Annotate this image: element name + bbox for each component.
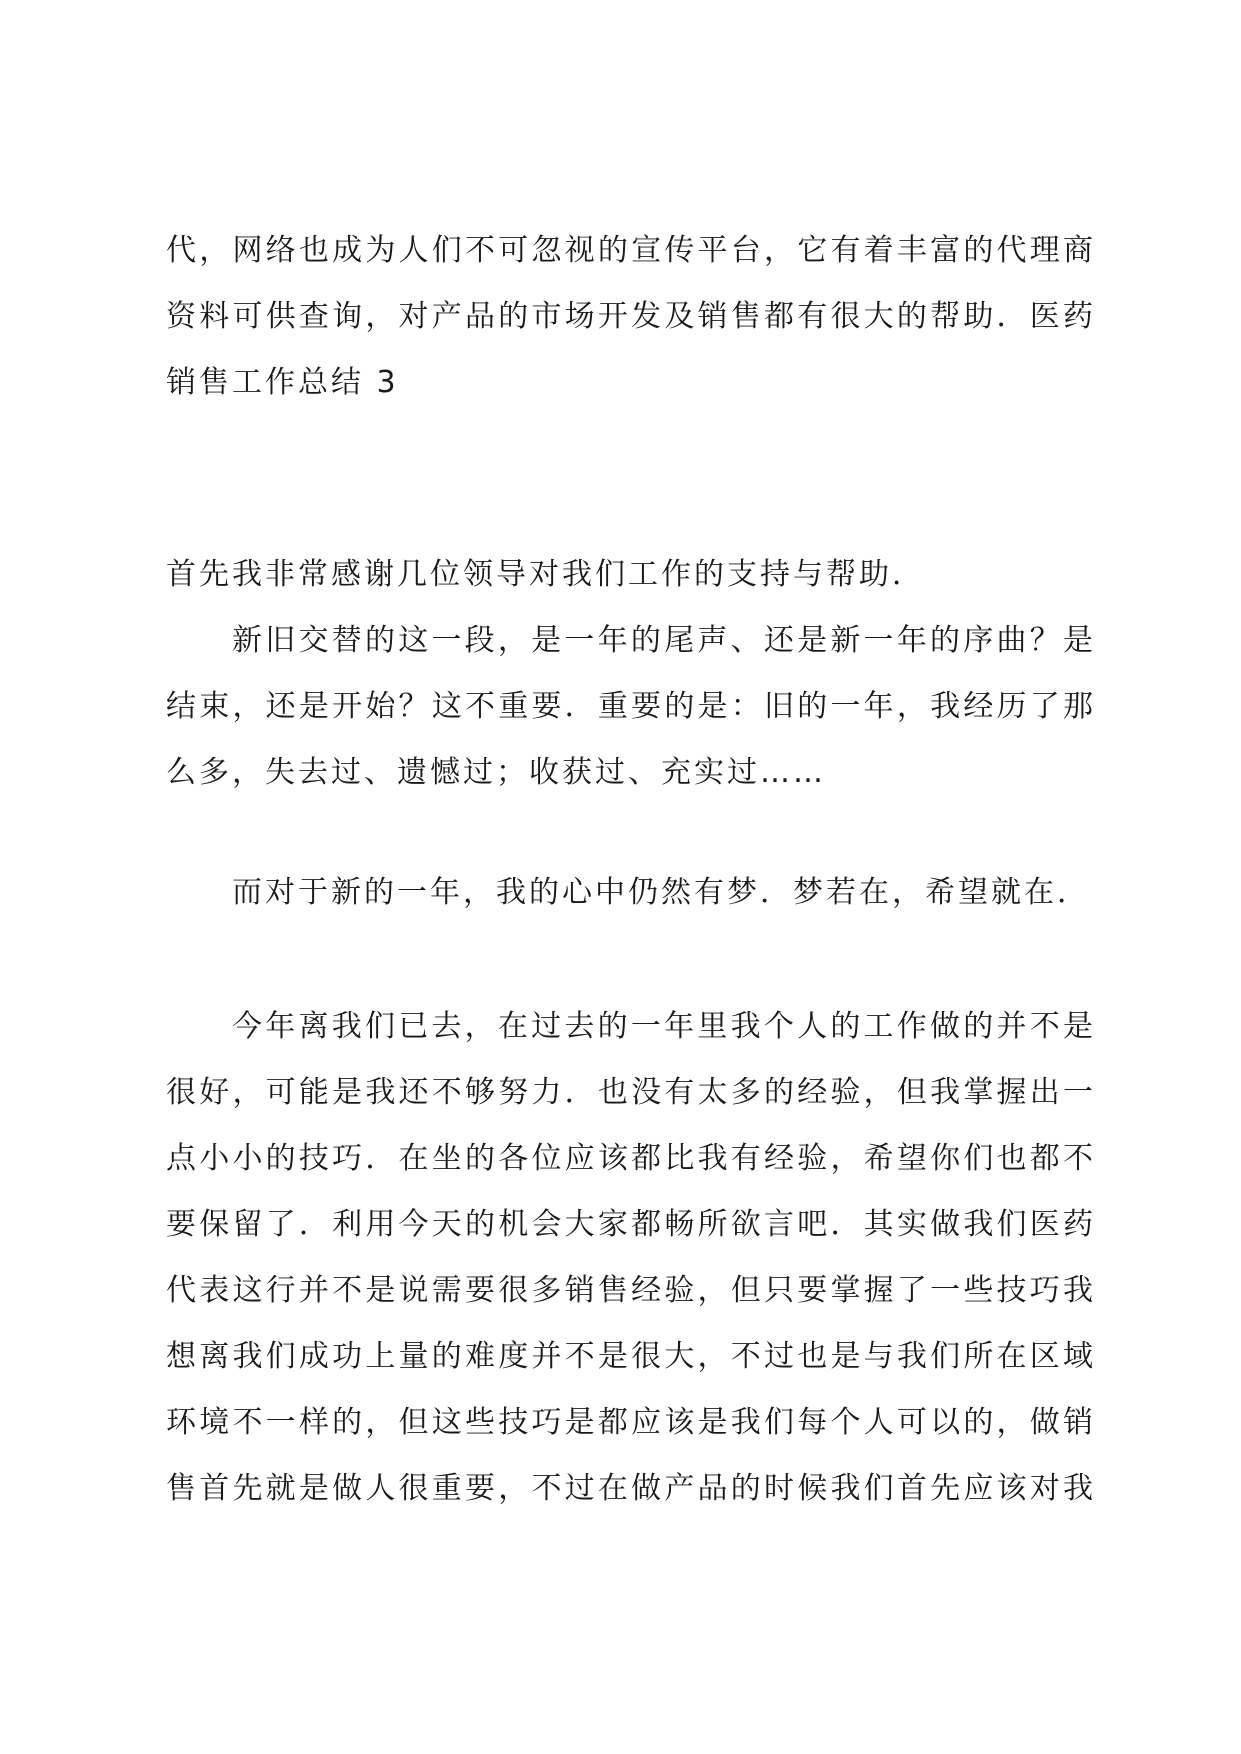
text-line: 首先我非常感谢几位领导对我们工作的支持与帮助． — [166, 557, 925, 592]
paragraph-new-year — [166, 608, 1096, 806]
text-line: 资料可供查询，对产品的市场开发及销售都有很大的帮助．医药 — [166, 299, 1096, 334]
section-heading: 销售工作总结 3 — [166, 365, 399, 400]
text-line: 今年离我们已去，在过去的一年里我个人的工作做的并不是 — [232, 1009, 1096, 1044]
text-line: 环境不一样的，但这些技巧是都应该是我们每个人可以的，做销 — [166, 1405, 1096, 1440]
paragraph-continuation — [166, 218, 1096, 416]
text-line: 代表这行并不是说需要很多销售经验，但只要掌握了一些技巧我 — [166, 1273, 1096, 1308]
text-line: 点小小的技巧．在坐的各位应该都比我有经验，希望你们也都不 — [166, 1141, 1096, 1176]
text-line: 么多，失去过、遗憾过；收获过、充实过…… — [166, 755, 826, 790]
text-line: 想离我们成功上量的难度并不是很大，不过也是与我们所在区域 — [166, 1339, 1096, 1374]
text-line: 代，网络也成为人们不可忽视的宣传平台，它有着丰富的代理商 — [166, 233, 1096, 268]
text-line: 要保留了．利用今天的机会大家都畅所欲言吧．其实做我们医药 — [166, 1207, 1096, 1242]
paragraph-review — [166, 994, 1096, 1522]
text-line: 新旧交替的这一段，是一年的尾声、还是新一年的序曲？是 — [232, 623, 1096, 658]
paragraph-thanks — [166, 542, 1096, 608]
text-line: 结束，还是开始？这不重要．重要的是：旧的一年，我经历了那 — [166, 689, 1096, 724]
paragraph-dream — [166, 860, 1096, 926]
text-line: 而对于新的一年，我的心中仍然有梦．梦若在，希望就在． — [232, 875, 1090, 910]
text-line: 售首先就是做人很重要，不过在做产品的时候我们首先应该对我 — [166, 1471, 1096, 1506]
text-line: 很好，可能是我还不够努力．也没有太多的经验，但我掌握出一 — [166, 1075, 1096, 1110]
